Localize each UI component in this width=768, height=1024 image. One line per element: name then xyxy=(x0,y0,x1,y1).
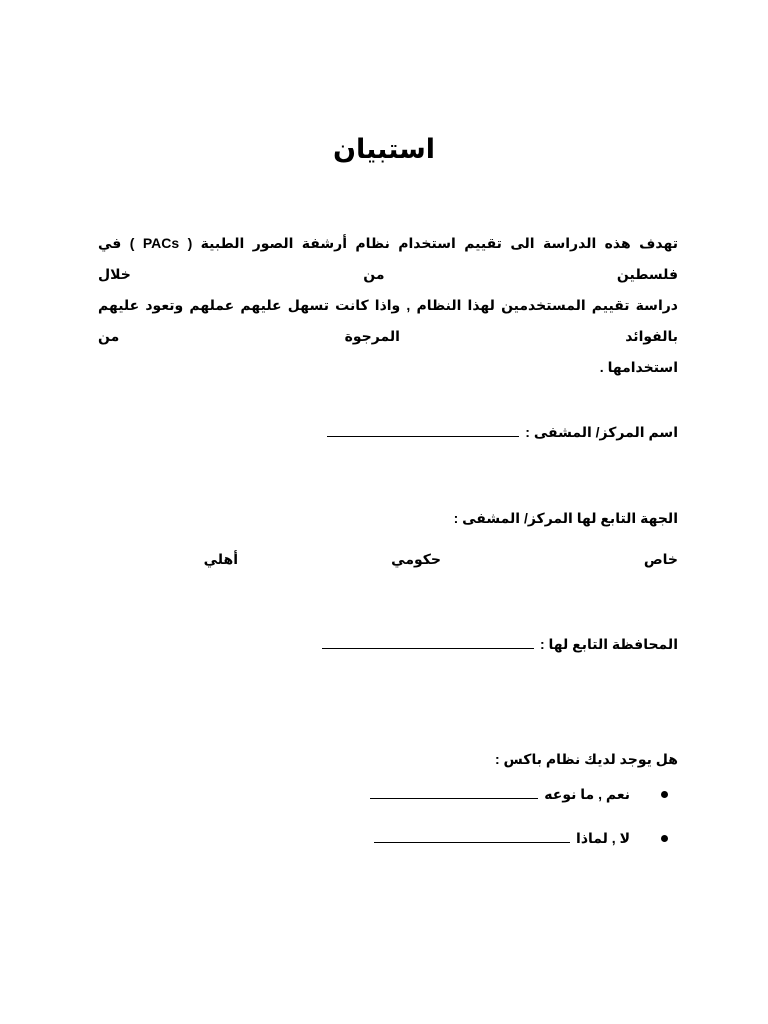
pacs-answer-list xyxy=(370,786,678,874)
intro-line-2: دراسة تقييم المستخدمين لهذا النظام , واذا كانت تسهل عليهم عملهم وتعود عليهم بالفوائد المرجوة من xyxy=(98,297,678,344)
option-private[interactable]: خاص xyxy=(643,551,678,567)
option-community[interactable]: أهلي xyxy=(203,551,238,567)
pacs-answer-yes[interactable] xyxy=(370,786,678,808)
governorate-blank[interactable] xyxy=(322,636,534,649)
governorate-field xyxy=(322,636,678,653)
pacs-answer-no[interactable] xyxy=(370,830,678,852)
entity-options xyxy=(0,551,768,573)
bullet-icon xyxy=(661,835,668,842)
intro-paragraph xyxy=(98,228,678,383)
center-name-blank[interactable] xyxy=(327,424,519,437)
bullet-icon xyxy=(661,791,668,798)
pacs-type-blank[interactable] xyxy=(370,786,538,799)
governorate-label: المحافظة التابع لها : xyxy=(539,636,678,652)
page-title: استبيان xyxy=(332,134,436,164)
entity-field xyxy=(454,510,678,527)
option-government[interactable]: حكومي xyxy=(391,551,441,567)
pacs-reason-blank[interactable] xyxy=(374,830,570,843)
intro-line-1: تهدف هذه الدراسة الى تقييم استخدام نظام أرشفة الصور الطبية ( PACs ) في فلسطين من خلال xyxy=(98,235,678,282)
pacs-question-label: هل يوجد لديك نظام باكس : xyxy=(494,751,678,767)
intro-line-3: استخدامها . xyxy=(599,359,678,375)
pacs-answer-yes-label: نعم , ما نوعه xyxy=(544,786,630,802)
entity-label: الجهة التابع لها المركز/ المشفى : xyxy=(453,510,678,526)
center-name-label: اسم المركز/ المشفى : xyxy=(525,424,678,440)
pacs-answer-no-label: لا , لماذا xyxy=(576,830,630,846)
pacs-question xyxy=(495,751,678,768)
center-name-field xyxy=(327,424,678,441)
